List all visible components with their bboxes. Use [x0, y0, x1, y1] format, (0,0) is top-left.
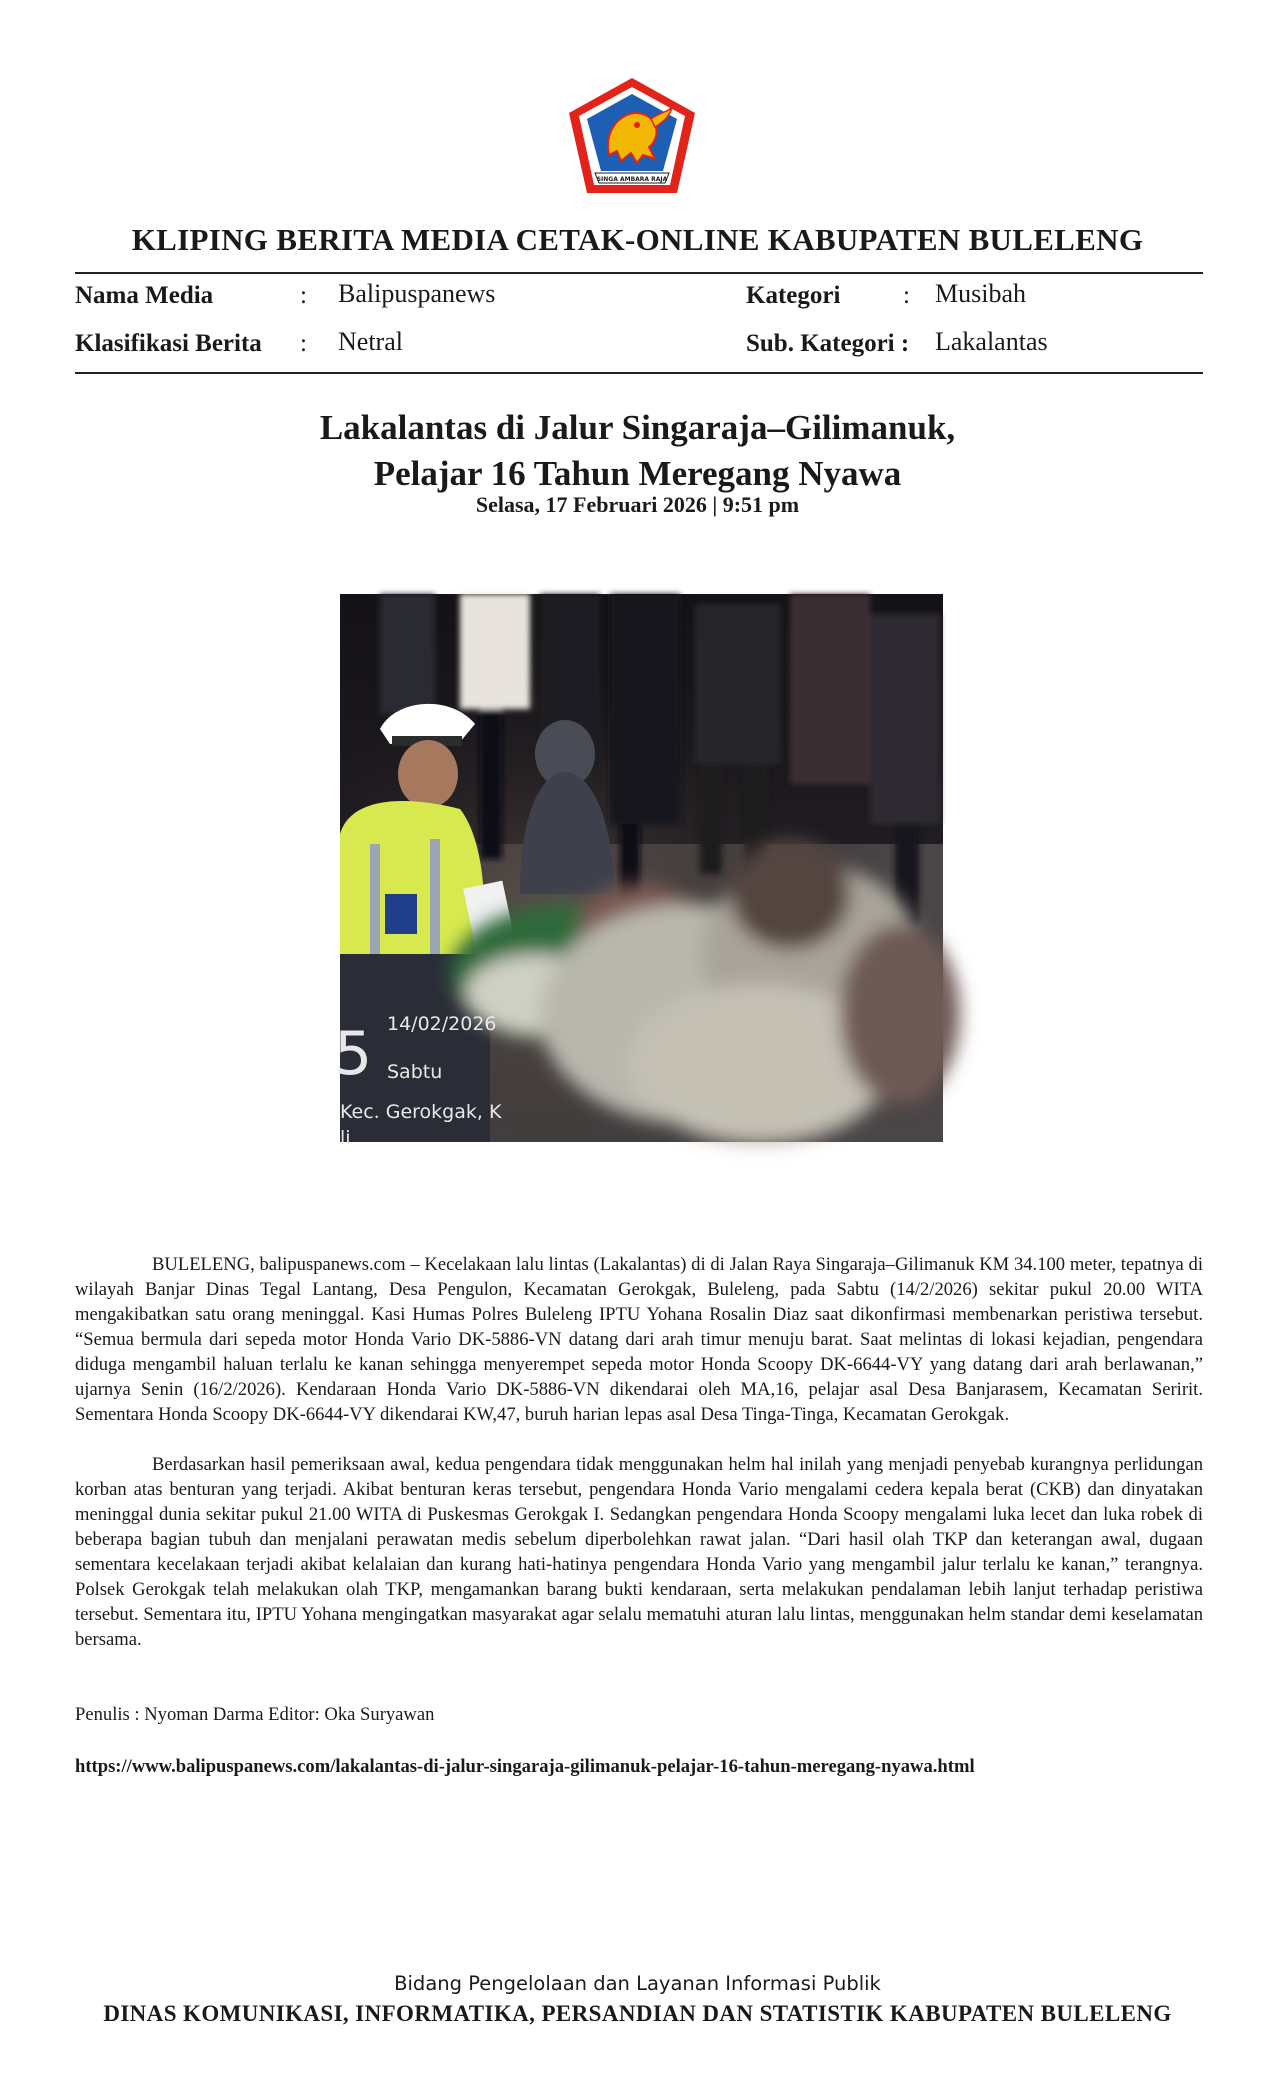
article-headline: [75, 405, 1200, 497]
logo-motto-text: SINGA AMBARA RAJA: [596, 176, 668, 183]
headline-line-1: Lakalantas di Jalur Singaraja–Gilimanuk,: [319, 408, 956, 447]
photo-stamp-digit: 5: [334, 1019, 373, 1089]
source-url-link[interactable]: https://www.balipuspanews.com/lakalantas-di-jalur-singaraja-gilimanuk-pelajar-16-tahun-meregang-nyawa.html: [75, 1756, 975, 1777]
article-body: [75, 1252, 1203, 1652]
footer-division: Bidang Pengelolaan dan Layanan Informasi Publik: [394, 1972, 881, 1995]
subcategory-value: Lakalantas: [935, 327, 1048, 356]
buleleng-regency-logo: [565, 75, 700, 200]
media-name-colon: :: [300, 282, 307, 309]
media-name-label: Nama Media: [75, 282, 214, 309]
category-value: Musibah: [935, 279, 1026, 308]
article-dateline: Selasa, 17 Februari 2026 | 9:51 pm: [475, 492, 800, 517]
category-label: Kategori: [746, 282, 841, 309]
headline-line-2: Pelajar 16 Tahun Meregang Nyawa: [373, 454, 902, 493]
author-editor-credit: Penulis : Nyoman Darma Editor: Oka Suryawan: [75, 1704, 435, 1725]
article-paragraph-1: BULELENG, balipuspanews.com – Kecelakaan lalu lintas (Lakalantas) di di Jalan Raya Singaraja–Gilimanuk KM 34.100 meter, tepatnya di wilayah Banjar Dinas Tegal Lantang, Desa Pengulon, Kecamatan Gerokgak, Buleleng, pada Sabtu (14/2/2026) sekitar pukul 20.00 WITA mengakibatkan satu orang meninggal. Kasi Humas Polres Buleleng IPTU Yohana Rosalin Diaz saat dikonfirmasi membenarkan peristiwa tersebut. “Semua bermula dari sepeda motor Honda Vario DK-5886-VN datang dari arah timur menuju barat. Saat melintas di lokasi kejadian, pengendara diduga mengambil haluan terlalu ke kanan sehingga menyerempet sepeda motor Honda Scoopy DK-6644-VY yang datang dari arah berlawanan,” ujarnya Senin (16/2/2026). Kendaraan Honda Vario DK-5886-VN dikendarai oleh MA,16, pelajar asal Desa Banjarasem, Kecamatan Seririt. Sementara Honda Scoopy DK-6644-VY dikendarai KW,47, buruh harian lepas asal Desa Tinga-Tinga, Kecamatan Gerokgak.: [75, 1254, 1203, 1425]
photo-stamp-location: Kec. Gerokgak, K: [340, 1101, 502, 1123]
classification-colon: :: [300, 330, 307, 357]
subcategory-label: Sub. Kategori :: [746, 330, 910, 357]
article-paragraph-2: Berdasarkan hasil pemeriksaan awal, kedua pengendara tidak menggunakan helm hal inilah yang menjadi penyebab kurangnya perlidungan korban atas benturan yang terjadi. Akibat benturan keras tersebut, pengendara Honda Vario mengalami cedera kepala berat (CKB) dan dinyatakan meninggal dunia sekitar pukul 21.00 WITA di Puskesmas Gerokgak I. Sedangkan pengendara Honda Scoopy mengalami luka lecet dan luka robek di beberapa bagian tubuh dan menjalani perawatan medis sebelum diperbolehkan rawat jalan. “Dari hasil olah TKP dan keterangan awal, dugaan sementara kecelakaan terjadi akibat kelalaian dan kurang hati-hatinya pengendara Honda Vario yang mengambil jalur terlalu ke kanan,” terangnya. Polsek Gerokgak telah melakukan olah TKP, mengamankan barang bukti kendaraan, serta melakukan pendalaman lebih lanjut terhadap peristiwa tersebut. Sementara itu, IPTU Yohana mengingatkan masyarakat agar selalu mematuhi aturan lalu lintas, menggunakan helm standar demi keselamatan bersama.: [75, 1454, 1203, 1650]
article-photo: [334, 594, 943, 1149]
classification-value: Netral: [338, 327, 403, 356]
header-divider-bottom: [75, 372, 1203, 374]
photo-stamp-day: Sabtu: [387, 1061, 443, 1083]
photo-stamp-extra: li: [340, 1127, 351, 1149]
classification-label: Klasifikasi Berita: [75, 330, 262, 357]
footer-agency: DINAS KOMUNIKASI, INFORMATIKA, PERSANDIAN DAN STATISTIK KABUPATEN BULELENG: [103, 2001, 1172, 2026]
header-divider-top: [75, 272, 1203, 274]
media-name-value: Balipuspanews: [338, 279, 496, 308]
category-colon: :: [903, 282, 910, 309]
photo-stamp-date: 14/02/2026: [387, 1013, 497, 1035]
clipping-title: KLIPING BERITA MEDIA CETAK-ONLINE KABUPATEN BULELENG: [131, 222, 1144, 257]
